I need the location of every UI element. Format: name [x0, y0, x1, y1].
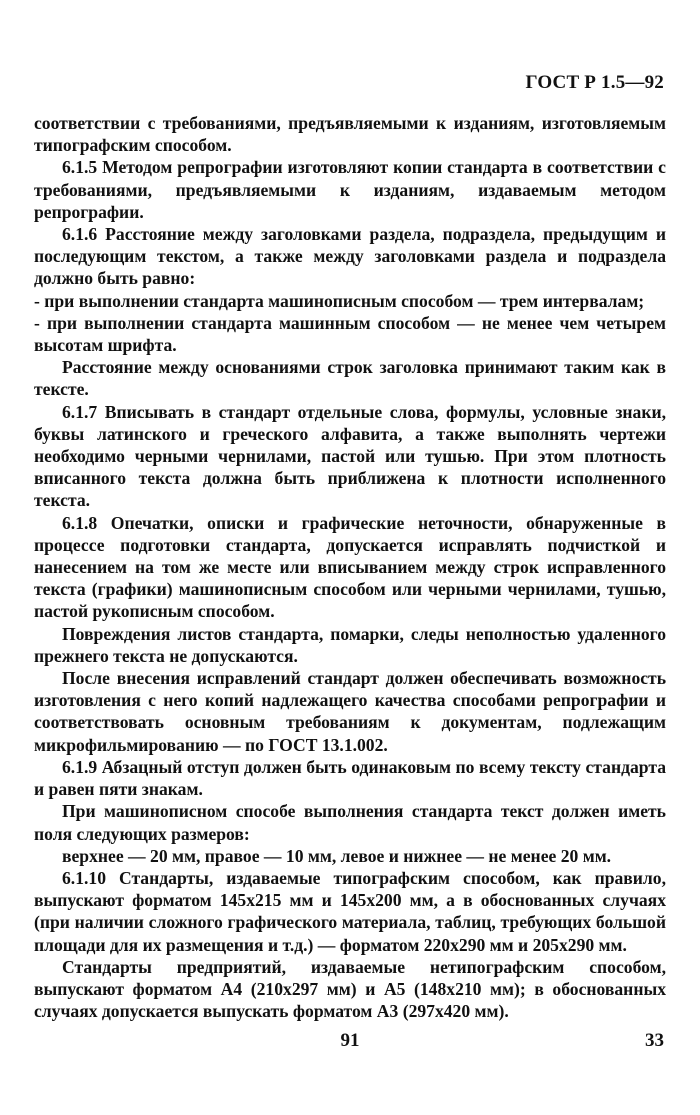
paragraph-sheet-damage: Повреждения листов стандарта, помарки, следы неполностью удаленного прежнего текста не допускаются. [34, 623, 666, 666]
paragraph-enterprise-standards: Стандарты предприятий, издаваемые нетипографским способом, выпускают форматом А4 (210x297 мм) и А5 (148x210 мм); в обоснованных случаях допускается выпускать форматом А3 (297x420 мм). [34, 956, 666, 1022]
paragraph-6-1-9: 6.1.9 Абзацный отступ должен быть одинаковым по всему тексту стандарта и равен пяти знакам. [34, 756, 666, 800]
paragraph-6-1-8: 6.1.8 Опечатки, описки и графические неточности, обнаруженные в процессе подготовки стандарта, допускается исправлять подчисткой и нанесением на том же месте или вписыванием между строк исправленного текста (графики) машинописным способом или черными чернилами, тушью, пастой рукописным способом. [34, 512, 666, 622]
paragraph-6-1-6: 6.1.6 Расстояние между заголовками раздела, подраздела, предыдущим и последующим текстом, а также между заголовками раздела и подраздела должно быть равно: [34, 224, 666, 289]
paragraph-6-1-10: 6.1.10 Стандарты, издаваемые типографским способом, как правило, выпускают форматом 145x215 мм и 145x200 мм, а в обоснованных случаях (при наличии сложного графического материала, таблиц, требующих большой площади для их размещения и т.д.) — форматом 220x290 мм и 205x290 мм. [34, 867, 666, 955]
list-item-typewritten-spacing: - при выполнении стандарта машинописным способом — трем интервалам; [34, 290, 645, 311]
paragraph-6-1-5: 6.1.5 Методом репрографии изготовляют копии стандарта в соответствии с требованиями, предъявляемыми к изданиям, издаваемым методом репрографии. [34, 157, 666, 222]
standard-reference-header: ГОСТ Р 1.5—92 [525, 72, 664, 93]
list-item-machine-spacing: - при выполнении стандарта машинным способом — не менее чем четырем высотам шрифта. [34, 312, 666, 356]
paragraph-after-corrections: После внесения исправлений стандарт должен обеспечивать возможность изготовления с него копий надлежащего качества способами репрографии и соответствовать основным требованиям к документам, подлежащим микрофильмированию — по ГОСТ 13.1.002. [34, 668, 666, 755]
page-number-right: 33 [645, 1030, 664, 1051]
paragraph-continuation: соответствии с требованиями, предъявляемыми к изданиям, изготовляемым типографским способом. [34, 113, 666, 156]
document-body [34, 112, 666, 1022]
paragraph-heading-baseline: Расстояние между основаниями строк заголовка принимают таким как в тексте. [34, 357, 666, 400]
paragraph-6-1-7: 6.1.7 Вписывать в стандарт отдельные слова, формулы, условные знаки, буквы латинского и греческого алфавита, а также выполнять чертежи необходимо черными чернилами, пастой или тушью. При этом плотность вписанного текста должна быть приближена к плотности исполненного текста. [34, 401, 666, 511]
paragraph-margins-intro: При машинописном способе выполнения стандарта текст должен иметь поля следующих размеров: [34, 801, 666, 844]
paragraph-margins-values: верхнее — 20 мм, правое — 10 мм, левое и нижнее — не менее 20 мм. [62, 845, 612, 866]
page-number-center: 91 [340, 1030, 360, 1051]
